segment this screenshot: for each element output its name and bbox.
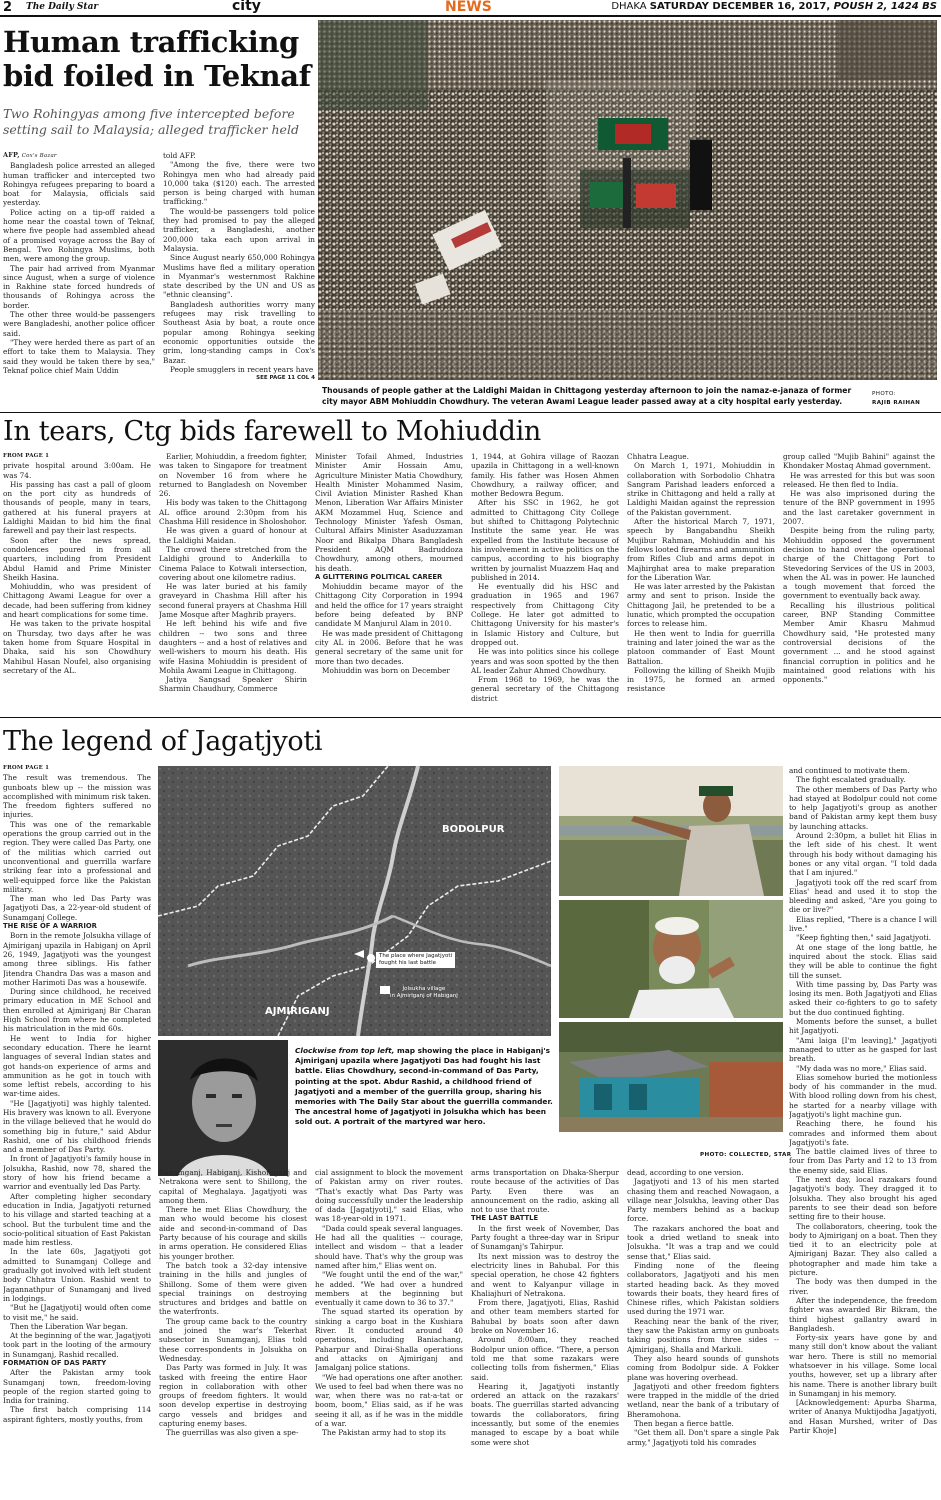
elias-photo-image xyxy=(559,766,783,896)
story3-para: "But he [Jagatjyoti] would often come to visit me," he said. xyxy=(3,1303,151,1322)
story3-para: dead, according to one version. xyxy=(627,1168,744,1177)
rashid-photo xyxy=(559,900,783,1018)
story1-headline xyxy=(3,25,318,93)
story2-para: Earlier, Mohiuddin, a freedom fighter, was taken to Singapore for treatment on November 16 from where he returned to Bangladesh on November 26. xyxy=(159,452,307,499)
story1-para: The pair had arrived from Myanmar since August, when a surge of violence in Rakhine state forced hundreds of thousands of Rohingya across the border. xyxy=(3,263,155,310)
story3-para: The other members of Das Party who had stayed at Bodolpur could not come to help Jagatjyoti's group as another band of Pakistan army kept them busy by launching attacks. xyxy=(789,784,937,831)
story3-para: With time passing by, Das Party was losing its men. Both Jagatjyoti and Elias asked their co-fighters to go to safety but the duo continued fighting. xyxy=(789,979,937,1017)
map-label-village-line2: in Ajmiriganj of Habiganj xyxy=(390,993,458,999)
story3-subhead: THE RISE OF A WARRIOR xyxy=(3,922,97,931)
story3-photo-caption xyxy=(295,1046,553,1128)
story3-para: At one stage of the long battle, he inquired about the stock. Elias said they will be able to continue the fight till the sunset. xyxy=(789,942,937,980)
story1-para: Bangladesh police arrested an alleged human trafficker and intercepted two Rohingya refugees preparing to board a boat for Malaysia, officials said yesterday. xyxy=(3,161,155,208)
story2-para: His body was taken to the Chittagong AL office around 2:30pm from his Chashma Hill residence in Sholoshohor. xyxy=(159,498,307,527)
story3-para: The razakars anchored the boat and took a dried wetland to sneak into Jolsukha. "It was a trap and we could sense that," Elias said. xyxy=(627,1223,779,1261)
story1-col2 xyxy=(163,151,315,401)
story2-para: He eventually did his HSC and graduation in 1965 and 1967 respectively from Chittagong City College. He later got admitted to Chittagong University for his master's in Islamic History and Culture, but dropped out. xyxy=(471,582,619,647)
story3-para: Around 8:00am, they reached Bodolpur union office. "There, a person told me that some razakars were collecting tolls from fishermen," Elias said. xyxy=(471,1335,619,1382)
story3-para: From there, Jagatjyoti, Elias, Rashid and other team members started for Bahubal by boats soon after dawn broke on November 16. xyxy=(471,1298,619,1336)
story2-para: He was given a guard of honour at the Laldighi Maidan. xyxy=(159,526,307,545)
story3-para: Jagatjyoti and 13 of his men started chasing them and reached Nowagaon, a village near Jolsukha, leaving other Das Party members behind as a backup force. xyxy=(627,1177,779,1224)
story3-para: The body was then dumped in the river. xyxy=(789,1277,937,1296)
story1-para: The would-be passengers told police they had promised to pay the alleged trafficker, a Bangladeshi, another 200,000 taka each upon arrival in Malaysia. xyxy=(163,206,315,253)
story2-para: Chhatra League. xyxy=(627,452,689,461)
story3-para: "We fought until the end of the war," he added. "We had over a hundred members at the beginning but eventually it came down to 36 to 37." xyxy=(315,1270,463,1308)
story2-para: His passing has cast a pall of gloom on the port city as hundreds of thousands of people, many in tears, gathered at his funeral prayers at Laldighi Maidan to bid him the final farewell and pay their last respects. xyxy=(3,479,151,536)
story1-col1 xyxy=(3,151,155,401)
story3-para: There he met Elias Chowdhury, the man who would become his closest aide and second-in-command of Das Party because of his courage and skills in arms operation. He considered Elias his younger brother. xyxy=(159,1205,307,1261)
story3-para: The batch took a 32-day intensive training in the hills and jungles of Shillong. Some of them were given special trainings on destroying structures and bridges and battle on the waterfronts. xyxy=(159,1260,307,1317)
story1-para: The other three would-be passengers were Bangladeshi, another police officer said. xyxy=(3,310,155,338)
story1-continued[interactable]: SEE PAGE 11 COL 4 xyxy=(256,375,315,382)
map-label-ajmiriganj: AJMIRIGANJ xyxy=(265,1006,330,1017)
story3-para: At the beginning of the war, Jagatjyoti took part in the looting of the armoury in Sunamganj, Rashid recalled. xyxy=(3,1331,151,1359)
story2-para: He left behind his wife and five children -- two sons and three daughters -- and a host of relatives and well-wishers to mourn his death. His wife Hasina Mohiuddin is president of Mohila Awami League in Chittagong. xyxy=(159,619,307,675)
story3-para: "Get them all. Don't spare a single Pak army," Jagatjyoti told his comrades xyxy=(627,1428,779,1447)
story3-col2 xyxy=(159,1168,307,1498)
story3-source: FROM PAGE 1 xyxy=(3,765,50,771)
story1-para: Since August nearly 650,000 Rohingya Muslims have fled a military operation in Myanmar's westernmost Rakhine state described by the UN and US as "ethnic cleansing". xyxy=(163,253,315,300)
home-photo xyxy=(559,1022,783,1132)
story2-para: He was arrested for this but was soon released. He then fled to India. xyxy=(783,470,935,489)
battle-map xyxy=(158,766,551,1036)
story3-para: Jagatjyoti and other freedom fighters were trapped in the middle of the dried wetland, near the bank of a tributary of Bheramohona. xyxy=(627,1381,779,1419)
crowd-photo-credit-label: PHOTO: xyxy=(872,391,896,397)
dateline xyxy=(611,1,937,12)
story3-para: The next day, local razakars found Jagatjyoti's body. They dragged it to Jolsukha. They also brought his aged parents to see their dead son before setting fire to their house. xyxy=(789,1175,937,1222)
divider-2 xyxy=(0,717,941,718)
story3-para: The battle claimed lives of three to four from Das Party and 12 to 13 from the enemy side, said Elias. xyxy=(789,1147,937,1175)
news-label: NEWS xyxy=(445,0,492,15)
story2-para: Jatiya Sangsad Speaker Shirin Sharmin Chaudhury, Commerce xyxy=(159,675,307,694)
divider-1 xyxy=(0,412,941,413)
story3-para: Then began a fierce battle. xyxy=(634,1419,734,1429)
story3-para: The fight escalated gradually. xyxy=(796,775,906,785)
masthead-rule xyxy=(0,15,941,17)
story2-para: He was also imprisoned during the tenure of the BNP government in 1995 and the last caretaker government in 2007. xyxy=(783,489,935,527)
story1-para: Police acting on a tip-off raided a home near the coastal town of Teknaf, where five people had assembled ahead of a promised voyage across the Bay of Bengal. Two Rohingya Muslims, both men, were among the group. xyxy=(3,207,155,264)
section-name: city xyxy=(232,0,261,14)
story2-para: Mohiuddin, who was president of Chittagong Awami League for over a decade, had been suffering from kidney and heart complications for some time. xyxy=(3,582,151,620)
story3-col3 xyxy=(315,1168,463,1498)
map-label-bodolpur: BODOLPUR xyxy=(442,824,505,835)
story2-para: He was into politics since his college years and was soon spotted by the then AL leader Zahur Ahmed Chowdhury. xyxy=(471,647,619,675)
story3-para: Das Party was formed in July. It was tasked with freeing the entire Haor region in collaboration with other groups of freedom fighters. It would soon develop expertise in destroying cargo vessels and bridges and capturing enemy bases. xyxy=(159,1363,307,1429)
map-label-village xyxy=(390,986,458,1000)
story3-para: The man who led Das Party was Jagatjyoti Das, a 22-year-old student of Sunamganj College. xyxy=(3,894,151,922)
story3-para: After the Pakistan army took Sunamganj town, freedom-loving people of the region started going to India for training. xyxy=(3,1368,151,1406)
story3-para: During since childhood, he received primary education in ME School and then enrolled at Ajmiriganj Bir Charan High School from where he completed his matriculation in the mid 60s. xyxy=(3,987,151,1034)
story3-para: In the first week of November, Das Party fought a three-day war in Sripur of Sunamganj's Tahirpur. xyxy=(471,1223,619,1252)
story3-para: Around 2:30pm, a bullet hit Elias in the left side of his chest. It went through his body without damaging his bones or any vital organ. "I told dada that I am injured." xyxy=(789,831,937,878)
story3-para: The collaborators, cheering, took the body to Ajmiriganj on a boat. Then they tied it to an electricity pole at Ajmiriganj Bazar. They also called a photographer and made him take a picture. xyxy=(789,1221,937,1278)
story3-col5 xyxy=(627,1168,779,1498)
story3-para: Then the Liberation War began. xyxy=(10,1321,128,1331)
story2-para: Soon after the news spread, condolences poured in from all quarters, including from President Abdul Hamid and Prime Minister Sheikh Hasina. xyxy=(3,535,151,582)
story3-caption-lead: Clockwise from top left, xyxy=(295,1046,395,1055)
story3-para: "We had operations one after another. We used to feel bad when there was no war, when there was no rat-a-tat or boom, boom," Elias said, as if he was seeing it all, as if he was in the middle of a war. xyxy=(315,1372,463,1429)
story3-para: "Ami laiga [I'm leaving]," Jagatjyoti managed to utter as he gasped for last breath. xyxy=(789,1035,937,1064)
story3-para: Moments before the sunset, a bullet hit Jagatjyoti. xyxy=(789,1017,937,1036)
home-photo-image xyxy=(559,1022,783,1132)
story2-para: After the historical March 7, 1971, speech by Bangabandhu Sheikh Mujibur Rahman, Mohiuddin and his fellows looted firearms and ammunition from Rifles Club and arms depot in Majhirghat area to make preparation for the Liberation War. xyxy=(627,517,775,582)
story2-col2 xyxy=(159,452,307,712)
story3-para: "Dada could speak several languages. He had all the qualities -- courage, intellect and wisdom -- that a leader should have. That's why the group was named after him," Elias went on. xyxy=(315,1223,463,1270)
story1-headline-line1: Human trafficking xyxy=(3,25,299,59)
story3-para: cial assignment to block the movement of Pakistan army on river routes. "That's exactly what Das Party was doing successfully under the leadership of dada [Jagatjyoti]," said Elias, who was 18-year-old in 1971. xyxy=(315,1168,463,1224)
story3-subhead: THE LAST BATTLE xyxy=(471,1214,539,1223)
story2-para: Despite being from the ruling party, Mohiuddin opposed the government decision to hand over the operational charge of the Chittagong Port to Stevedoring Services of the US in 2003, when the AL was in power. He launched a tough movement that forced the government to eventually back away. xyxy=(783,526,935,601)
map-label-battle-place xyxy=(376,952,455,968)
story2-para: Mohiuddin was born on December xyxy=(322,665,450,675)
story3-para: They also heard sounds of gunshots coming from Bodolpur side. A Fokker plane was hovering overhead. xyxy=(627,1353,779,1382)
story3-para: The result was tremendous. The gunboats blew up -- the mission was accomplished with minimum risk taken. The freedom fighters suffered no injuries. xyxy=(3,773,151,820)
story1-deck xyxy=(3,106,318,137)
story1-para: "Among the five, there were two Rohingya men who had already paid 10,000 taka ($120) each. The arrested person is being charged with human trafficking." xyxy=(163,160,315,207)
story2-para: After his SSC in 1962, he got admitted to Chittagong City College but shifted to Chittagong Polytechnic Institute the same year. He was expelled from the Institute because of his involvement in active politics on the campus, according to his biography written by journalist Muazzem Haq and published in 2014. xyxy=(471,498,619,582)
story3-para: "Keep fighting then," said Jagatjyoti. xyxy=(796,933,932,943)
story3-photo-credit: PHOTO: COLLECTED, STAR xyxy=(700,1152,792,1158)
story1-deck-line1: Two Rohingyas among five intercepted before xyxy=(3,106,295,121)
story2-para: Recalling his illustrious political career, BNP Standing Committee Member Amir Khasru Mahmud Chowdhury said, "He protested many controversial decisions of the government ... and he stood against financial corruption in politics and he maintained good relations with his opponents." xyxy=(783,600,935,685)
battle-map-image xyxy=(158,766,551,1036)
story1-para: "They were herded there as part of an effort to take them to Malaysia. They said they would be taken there by sea," Teknaf police chief Main Uddin xyxy=(3,337,155,375)
story2-para: 1, 1944, at Gohira village of Raozan upazila in Chittagong in a well-known family. His father was Hosen Ahmen Chowdhury, a railway officer, and mother Bedowra Begum. xyxy=(471,452,619,499)
story3-col6 xyxy=(789,766,937,1498)
story2-para: Minister Tofail Ahmed, Industries Minister Amir Hossain Amu, Agriculture Minister Matia Chowdhury, Health Minister Mohammed Nasim, Civil Aviation Minister Rashed Khan Menon, Liberation War Affairs Minister AKM Mozammel Huq, Science and Technology Minister Yafesh Osman, Cultural Affairs Minister Asaduzzaman Noor and Bikalpa Dhara Bangladesh President AQM Badruddoza Chowdhury, among others, mourned his death. xyxy=(315,452,463,573)
story3-para: In front of Jagatjyoti's family house in Jolsukha, Rashid, now 78, shared the story of how his friend became a warrior and eventually led Das Party. xyxy=(3,1154,151,1192)
story2-para: On March 1, 1971, Mohiuddin in collaboration with Sorbodolio Chhatra Sangram Parishad leaders enforced a strike in Chittagong and held a rally at Laldighi Maidan against the repression of the Pakistan government. xyxy=(627,461,775,517)
story2-col3 xyxy=(315,452,463,712)
story2-para: He was later buried at his family graveyard in Chashma Hill after his second funeral prayers at Chashma Hill Jame Mosque after Maghrib prayers. xyxy=(159,582,307,620)
dateline-city: DHAKA xyxy=(611,1,650,12)
story2-headline: In tears, Ctg bids farewell to Mohiuddin xyxy=(3,416,542,447)
story1-source xyxy=(3,151,155,161)
story3-para: After completing higher secondary education in India, Jagatjyoti returned to his village and started teaching at a school. But the turbulent time and the socio-political situation of East Pakistan made him restless. xyxy=(3,1191,151,1248)
story2-para: group called "Mujib Bahini" against the Khondaker Mostaq Ahmad government. xyxy=(783,452,935,471)
story3-para: The squad started its operation by sinking a cargo boat in the Kushiara River. It conducted around 40 operations, including Baniachang, Paharpur and Dirai-Shalla operations and attacks on Ajmiriganj and Jamalganj police stations. xyxy=(315,1307,463,1373)
crowd-photo xyxy=(318,20,937,380)
story3-para: Born in the remote Jolsukha village of Ajmiriganj upazila in Habiganj on April 26, 1949, Jagatjyoti was the youngest among three siblings. His father Jitendra Chandra Das was a mason and mother Harimoti Das was a housewife. xyxy=(3,931,151,987)
story3-para: The guerrillas was also given a spe- xyxy=(166,1428,299,1438)
crowd-photo-credit xyxy=(872,390,920,408)
story3-para: In the late 60s, Jagatjyoti got admitted to Sunamganj College and gradually got involved with left student body Chhatra Union. Rashid went to Jagannathpur of Sunamganj and lived in lodgings. xyxy=(3,1247,151,1303)
story2-col1 xyxy=(3,452,151,712)
story2-para: From 1968 to 1969, he was the general secretary of the Chittagong district xyxy=(471,675,619,703)
story3-para: The first batch comprising 114 aspirant fighters, mostly youths, from xyxy=(3,1405,151,1424)
story1-para: Bangladesh authorities worry many refugees may risk travelling to Southeast Asia by boat, a route once popular among Rohingya seeking economic opportunities outside the grim, long-standing camps in Cox's Bazar. xyxy=(163,299,315,365)
story2-source: FROM PAGE 1 xyxy=(3,453,50,459)
story3-para: The group came back to the country and joined the war's Tekerhat subsector in Sunamganj, Elias told these correspondents in Jolsukha on Wednesday. xyxy=(159,1316,307,1363)
story3-para: Forty-six years have gone by and many still don't know about the valiant war hero. There is still no memorial whatsoever in his village. Some local youths, however, set up a library after his name. There is another library built in Sunamganj in his memory. xyxy=(789,1333,937,1398)
story3-headline: The legend of Jagatjyoti xyxy=(3,726,323,757)
story2-para: The crowd there stretched from the Laldighi ground to Anderkilla to Cinema Palace to Kotwali intersection, covering about one kilometre radius. xyxy=(159,544,307,582)
story2-para: Following the killing of Sheikh Mujib in 1975, he formed an armed resistance xyxy=(627,665,775,694)
story1-source-agency: AFP, xyxy=(3,151,20,159)
story2-col4 xyxy=(471,452,619,712)
map-label-village-line1: Jolsukha village xyxy=(402,986,446,992)
story2-para: Mohiuddin became mayor of the Chittagong City Corporation in 1994 and held the office for 17 years straight before being defeated by BNP candidate M Manjurul Alam in 2010. xyxy=(315,582,463,629)
crowd-photo-credit-name: RAJIB RAIHAN xyxy=(872,400,921,406)
story3-para: Hearing it, Jagatjyoti instantly ordered an attack on the razakars' boats. The guerrillas started advancing towards the collaborators, firing incessantly, but some of the enemies managed to escape by a boat while some were shot xyxy=(471,1381,619,1447)
masthead xyxy=(0,0,941,16)
story3-para: Finding none of the fleeing collaborators, Jagatjyoti and his men started heading back. As they moved towards their boats, they heard fires of Chinese rifles, which Pakistan soldiers used during the 1971 war. xyxy=(627,1260,779,1317)
page-number: 2 xyxy=(3,0,13,15)
portrait-photo xyxy=(158,1040,288,1176)
story3-col1 xyxy=(3,764,151,1498)
story3-subhead: FORMATION OF DAS PARTY xyxy=(3,1359,107,1367)
story3-para: Sunamganj, Habiganj, Kishoreganj and Netrakona were sent to Shillong, the capital of Meghalaya. Jagatjyoti was among them. xyxy=(159,1168,307,1205)
story3-col4 xyxy=(471,1168,619,1498)
story3-para: Reaching there, he found his comrades and informed them about Jagatjyoti's fate. xyxy=(789,1119,937,1147)
story3-para: He went to India for higher secondary education. There he learnt languages of several Indian states and got hands-on experience of arms and ammunition as he got in touch with some leftist rebels, according to his war-time aides. xyxy=(3,1033,151,1099)
crowd-photo-caption: Thousands of people gather at the Laldighi Maidan in Chittagong yesterday afternoon to join the namaz-e-janaza of former city mayor ABM Mohiuddin Chowdhury. The veteran Awami League leader passed away at a city hospital early yesterday. xyxy=(322,386,852,406)
story3-para: "My dada was no more," Elias said. xyxy=(796,1063,927,1073)
story3-caption-body: map showing the place in Habiganj's Ajmiriganj upazila where Jagatjyoti Das had fought his last battle. Elias Chowdhury, second-in-command of Das Party, pointing at the spot. Abdur Rashid, a childhood friend of Jagatjyoti and a member of the guerrilla group, sharing his memories with The Daily Star about the guerrilla commander. The ancestral home of Jagatjyoti in Jolsukha which has been sold out. A portrait of the martyred war hero. xyxy=(295,1046,553,1127)
story3-para: and continued to motivate them. xyxy=(789,766,910,775)
story3-para: [Acknowledgement: Apurba Sharma, writer of Ananya Muktijodha Jagatjyoti, and Hasan Murshed, writer of Das Partir Khoje] xyxy=(789,1398,937,1436)
rashid-photo-image xyxy=(559,900,783,1018)
story2-para: He then went to India for guerrilla training and later joined the war as the platoon commander of East Mount Battalion. xyxy=(627,628,775,666)
map-label-battle-place-line1: The place where Jagatjyoti xyxy=(379,953,453,959)
story2-col6 xyxy=(783,452,935,712)
portrait-photo-image xyxy=(158,1040,288,1176)
story3-para: Elias somehow buried the motionless body of his commander in the mud. With blood rolling down from his chest, he started for a nearby village with Jagatjyoti's light machine gun. xyxy=(789,1072,937,1119)
story1-headline-line2: bid foiled in Teknaf xyxy=(3,59,311,93)
story1-source-place: Cox's Bazar xyxy=(19,153,57,159)
story2-para: He was later arrested by the Pakistan army and sent to prison. Inside the Chittagong Jail, he pretended to be a lunatic, which prompted the occupation forces to release him. xyxy=(627,582,775,629)
story1-para: told AFP. xyxy=(163,151,196,160)
paper-name: The Daily Star xyxy=(26,2,99,12)
story3-para: Reaching near the bank of the river, they saw the Pakistan army on gunboats taking positions from three sides -- Ajmiriganj, Shalla and Markuli. xyxy=(627,1316,779,1354)
story2-para: private hospital around 3:00am. He was 74. xyxy=(3,461,151,480)
story3-para: This was one of the remarkable operations the group carried out in the region. They were called Das Party, one of the militias which carried out unconventional and guerrilla warfare striking fear into a professional and well-equipped force like the Pakistan military. xyxy=(3,819,151,894)
story2-para: He was taken to the private hospital on Thursday, two days after he was taken home from Square Hospital in Dhaka, said his son Chowdhury Mahibul Hasan Noufel, also organising secretary of the AL. xyxy=(3,619,151,675)
elias-photo xyxy=(559,766,783,896)
story3-para: After the independence, the freedom fighter was awarded Bir Bikram, the third highest gallantry award in Bangladesh. xyxy=(789,1295,937,1333)
map-label-battle-place-line2: fought his last battle xyxy=(379,960,437,966)
story3-para: Its next mission was to destroy the electricity lines in Bahubal. For this special operation, he chose 42 fighters and went to Kalyanpur village in Khaliajhuri of Netrakona. xyxy=(471,1251,619,1298)
story3-para: Jagatjyoti took off the red scarf from Elias' head and used it to stop the bleeding and asked, "Are you going to die or live?" xyxy=(789,877,937,915)
dateline-bengali: POUSH 2, 1424 BS xyxy=(830,1,937,12)
story3-para: The Pakistan army had to stop its xyxy=(322,1428,446,1438)
story2-subhead: A GLITTERING POLITICAL CAREER xyxy=(315,572,443,581)
story1-para: People smugglers in recent years have xyxy=(170,364,314,374)
story3-para: Elias replied, "There is a chance I will live." xyxy=(789,914,937,934)
story2-para: He was made president of Chittagong city AL in 2006. Before that he was general secretary of the same unit for more than two decades. xyxy=(315,628,463,666)
story3-para: arms transportation on Dhaka-Sherpur route because of the activities of Das Party. Even there was an announcement on the radio, asking all not to use that route. xyxy=(471,1168,619,1215)
story2-col5 xyxy=(627,452,775,712)
dateline-date: SATURDAY DECEMBER 16, 2017, xyxy=(649,1,831,12)
crowd-photo-image xyxy=(318,20,937,380)
story3-para: "He [Jagatjyoti] was highly talented. His bravery was known to all. Everyone in the village believed that he would do something big in future," said Abdur Rashid, one of his childhood friends and a member of Das Party. xyxy=(3,1098,151,1155)
story1-deck-line2: setting sail to Malaysia; alleged trafficker held xyxy=(3,121,299,137)
